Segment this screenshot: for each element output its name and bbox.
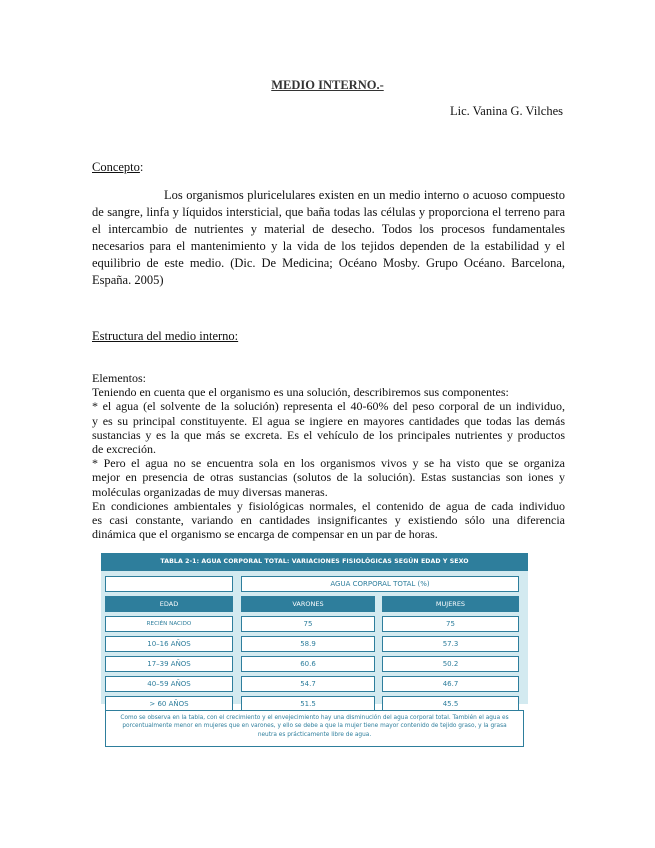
- concepto-colon: :: [139, 160, 144, 174]
- author: Lic. Vanina G. Vilches: [449, 104, 563, 118]
- estructura-text: [92, 371, 565, 541]
- concepto-heading: Concepto: [92, 160, 140, 174]
- row-mujeres: 50.2: [382, 656, 519, 672]
- row-mujeres: 45.5: [382, 696, 519, 712]
- page-title: MEDIO INTERNO.-: [271, 78, 384, 92]
- row-mujeres: 57.3: [382, 636, 519, 652]
- table-body: [101, 571, 528, 708]
- column-header-varones: VARONES: [241, 596, 375, 612]
- row-edad: 40–59 AÑOS: [105, 676, 233, 692]
- text-line: mejor en presencia de otras sustancias (solutos de la solución). Estas sustancias son iones y: [92, 470, 565, 485]
- text-line: de excreción.: [92, 442, 156, 457]
- table-caption: TABLA 2-1: AGUA CORPORAL TOTAL: VARIACIONES FISIOLÓGICAS SEGÚN EDAD Y SEXO: [101, 553, 528, 571]
- row-varones: 58.9: [241, 636, 375, 652]
- row-mujeres: 46.7: [382, 676, 519, 692]
- concepto-paragraph: Los organismos pluricelulares existen en un medio interno o acuoso compuesto de sangre, linfa y líquidos intersticial, que baña todas las células y proporciona el terreno para el intercambio de nutrientes y material de desecho. Todos los procesos fundamentales necesarios para el mantenimiento y la vida de los tejidos dependen de la estabilidad y el equilibrio de este medio. (Dic. De Medicina; Océano Mosby. Grupo Océano. Barcelona, España. 2005): [92, 188, 565, 287]
- text-line: * Pero el agua no se encuentra sola en los organismos vivos y se ha visto que se organiza: [92, 456, 565, 471]
- estructura-heading: Estructura del medio interno:: [92, 329, 239, 343]
- row-varones: 60.6: [241, 656, 375, 672]
- row-varones: 51.5: [241, 696, 375, 712]
- text-line: En condiciones ambientales y fisiológicas normales, el contenido de agua de cada individuo: [92, 498, 565, 513]
- text-line: dinámica que el organismo se encarga de compensar en un par de horas.: [92, 527, 438, 542]
- text-line: Teniendo en cuenta que el organismo es una solución, describiremos sus componentes:: [92, 385, 509, 400]
- text-line: y es su principal constituyente. El agua se ingiere en mayores cantidades que todas las demás: [92, 413, 565, 428]
- text-line: Elementos:: [92, 371, 146, 385]
- column-header-mujeres: MUJERES: [382, 596, 519, 612]
- row-varones: 54.7: [241, 676, 375, 692]
- row-edad: 17–39 AÑOS: [105, 656, 233, 672]
- row-mujeres: 75: [382, 616, 519, 632]
- row-edad: RECIÉN NACIDO: [105, 616, 233, 632]
- text-line: * el agua (el solvente de la solución) representa el 40-60% del peso corporal de un individuo,: [92, 399, 565, 414]
- row-edad: 10–16 AÑOS: [105, 636, 233, 652]
- water-table-figure: [101, 553, 528, 748]
- text-line: moléculas organizadas de muy diversas maneras.: [92, 484, 328, 499]
- group-header: AGUA CORPORAL TOTAL (%): [241, 576, 519, 592]
- column-header-edad: EDAD: [105, 596, 233, 612]
- text-line: es casi constante, variando en cantidades insignificantes y existiendo sólo una diferencia: [92, 513, 565, 528]
- row-edad: > 60 AÑOS: [105, 696, 233, 712]
- row-varones: 75: [241, 616, 375, 632]
- text-line: sustancias y es la que más se excreta. Es el vehículo de los principales nutrientes y productos: [92, 427, 565, 442]
- blank-header-cell: [105, 576, 233, 592]
- concepto-heading-wrapper: [92, 160, 143, 175]
- table-note: Como se observa en la tabla, con el crecimiento y el envejecimiento hay una disminución del agua corporal total. También el agua es porcentualmente menor en mujeres que en varones, y ello se debe a que la mujer tiene mayor contenido de tejido graso, y la grasa neutra es prácticamente libre de agua.: [105, 710, 524, 747]
